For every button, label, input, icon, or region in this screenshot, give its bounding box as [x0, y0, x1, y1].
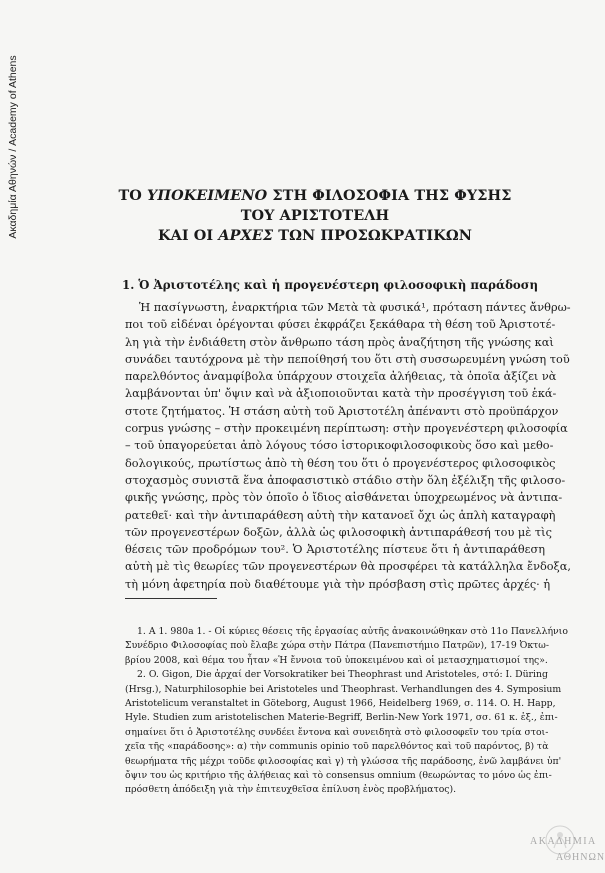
body-line: στοτε ζητήματος. Ἡ στάση αὐτὴ τοῦ Ἀριστοτέλη ἀπέναντι στὸ προϋπάρχον: [125, 404, 559, 418]
footnote-line: (Hrsg.), Naturphilosophie bei Aristoteles und Theophrast. Verhandlungen des 4. Symposium: [125, 683, 562, 695]
body-paragraph: [125, 299, 571, 593]
body-line: – τοῦ ὑπαγορεύεται ἀπὸ λόγους τόσο ἱστορικοφιλοσοφικοὺς ὅσο καὶ μεθο-: [125, 439, 554, 453]
body-line: corpus γνώσης – στὴν προκειμένη περίπτωση: στὴν προγενέστερη φιλοσοφία: [125, 422, 568, 436]
footnote-line: 1. A 1. 980a 1. - Οἱ κύριες θέσεις τῆς ἐργασίας αὐτῆς ἀνακοινώθηκαν στὸ 11ο Πανελλήνιο: [137, 626, 568, 637]
body-line: στοχασμὸς συνιστᾶ ἕνα ἀποφασιστικὸ στάδιο στὴν ὅλη ἐξέλιξη τῆς φιλοσο-: [125, 473, 566, 487]
title-line-2: ΤΟΥ ΑΡΙΣΤΟΤΕΛΗ: [240, 207, 390, 224]
footnote-line: πρόσθετη ἀπόδειξη γιὰ τὴν ἐπιτευχθεῖσα ἐπίλυση ἑνὸς προβλήματος).: [125, 784, 457, 796]
title-line-1: ΤΟ ΥΠΟΚΕΙΜΕΝΟ ΣΤΗ ΦΙΛΟΣΟΦΙΑ ΤΗΣ ΦΥΣΗΣ: [118, 187, 512, 204]
body-line: ρατεθεῖ· καὶ τὴν ἀντιπαράθεση αὐτὴ τὴν κατανοεῖ ὄχι ὡς ἁπλὴ καταγραφὴ: [125, 508, 556, 522]
footnote-line: Συνέδριο Φιλοσοφίας ποὺ ἔλαβε χώρα στὴν Πάτρα (Πανεπιστήμιο Πατρῶν), 17-19 Ὀκτω-: [125, 640, 550, 652]
title-line-3: ΚΑΙ ΟΙ ΑΡΧΕΣ ΤΩΝ ΠΡΟΣΩΚΡΑΤΙΚΩΝ: [157, 227, 473, 244]
body-line: παρελθόντος ἀναμφίβολα ὑπάρχουν στοιχεῖα ἀλήθειας, τὰ ὁποῖα ἀξίζει νὰ: [125, 370, 557, 384]
footnote-line: θεωρήματα τῆς μέχρι τοῦδε φιλοσοφίας καὶ γ) τὴ γλώσσα τῆς παράδοσης, ἐνῶ λαμβάνει ὑπ': [125, 755, 562, 767]
section-heading: 1. Ὁ Ἀριστοτέλης καὶ ἡ προγενέστερη φιλοσοφικὴ παράδοση: [122, 278, 539, 292]
footnote-line: Hyle. Studien zum aristotelischen Materie-Begriff, Berlin-New York 1971, σσ. 61 κ. ἑξ., ἐπι-: [125, 712, 558, 724]
body-line: λη γιὰ τὴν ἐνδιάθετη στὸν ἄνθρωπο τάση πρὸς ἀναζήτηση τῆς γνώσης καὶ: [125, 335, 554, 349]
body-line: ποι τοῦ εἰδέναι ὀρέγονται φύσει ἐκφράζει ξεκάθαρα τὴ θέση τοῦ Ἀριστοτέ-: [125, 318, 556, 332]
body-line: συνάδει ταυτόχρονα μὲ τὴν πεποίθησή του ὅτι στὴ συσσωρευμένη γνώση τοῦ: [125, 352, 570, 366]
body-line: θέσεις τῶν προδρόμων του². Ὁ Ἀριστοτέλης πίστευε ὅτι ἡ ἀντιπαράθεση: [125, 543, 545, 557]
footnote-line: Aristotelicum veranstaltet in Göteborg, August 1966, Heidelberg 1969, σ. 114. O. H. Happ,: [125, 698, 556, 710]
body-line: φικῆς γνώσης, πρὸς τὸν ὁποῖο ὁ ἴδιος αἰσθάνεται ὑποχρεωμένος νὰ ἀντιπα-: [125, 491, 563, 505]
body-line: δολογικούς, πρωτίστως ἀπὸ τὴ θέση του ὅτι ὁ προγενέστερος φιλοσοφικὸς: [125, 456, 556, 470]
chapter-title: [100, 186, 530, 246]
footnote-line: ὄψιν του ὡς κριτήριο τῆς ἀλήθειας καὶ τὸ consensus omnium (θεωρώντας το μόνο ὡς ἐπι-: [125, 770, 552, 782]
side-label-text: Ακαδημία Αθηνών / Academy of Athens: [7, 55, 19, 239]
footnotes: [125, 625, 568, 798]
body-line: τῶν προγενεστέρων δοξῶν, ἀλλὰ ὡς φιλοσοφικὴ ἀντιπαράθεσή του μὲ τὶς: [125, 525, 552, 539]
footnote-line: βρίου 2008, καὶ θέμα του ἦταν «Ἡ ἔννοια τοῦ ὑποκειμένου καὶ οἱ μετασχηματισμοί της».: [125, 654, 548, 666]
footnote-line: 2. O. Gigon, Die ἀρχαί der Vorsokratiker bei Theophrast und Aristoteles, στό: I. Düring: [137, 669, 548, 681]
body-line: αὐτὴ μὲ τὶς θεωρίες τῶν προγενεστέρων θὰ προσφέρει τὰ κατάλληλα ἔνδοξα,: [125, 560, 571, 574]
watermark-text-left: ΑΚΑΔΗΜΙΑ: [530, 836, 597, 847]
body-line: τὴ μόνη ἀφετηρία ποὺ διαθέτουμε γιὰ τὴν πρόσβαση στὶς πρῶτες ἀρχές· ἡ: [125, 577, 551, 591]
footnote-divider: [125, 598, 217, 599]
footnote-line: σημαίνει ὅτι ὁ Ἀριστοτέλης συνδέει ἔντονα καὶ συνειδητὰ στὸ φιλοσοφεῖν του τρία στοι-: [125, 726, 549, 738]
body-line: λαμβάνονται ὑπ' ὄψιν καὶ νὰ ἀξιοποιοῦνται κατὰ τὴν προσέγγιση τοῦ ἑκά-: [125, 387, 557, 401]
title-italic-arches: ΑΡΧΕΣ: [218, 227, 274, 244]
watermark-text-right: ΑΘΗΝΩΝ: [556, 852, 605, 863]
body-line: Ἡ πασίγνωστη, ἐναρκτήρια τῶν Μετὰ τὰ φυσικά¹, πρόταση πάντες ἄνθρω-: [139, 301, 571, 314]
footnote-line: χεῖα τῆς «παράδοσης»: α) τὴν communis opinio τοῦ παρελθόντος καὶ τοῦ παρόντος, β) τὰ: [125, 741, 549, 753]
side-label: [6, 42, 20, 252]
title-italic-hypokeimeno: ΥΠΟΚΕΙΜΕΝΟ: [147, 187, 268, 204]
